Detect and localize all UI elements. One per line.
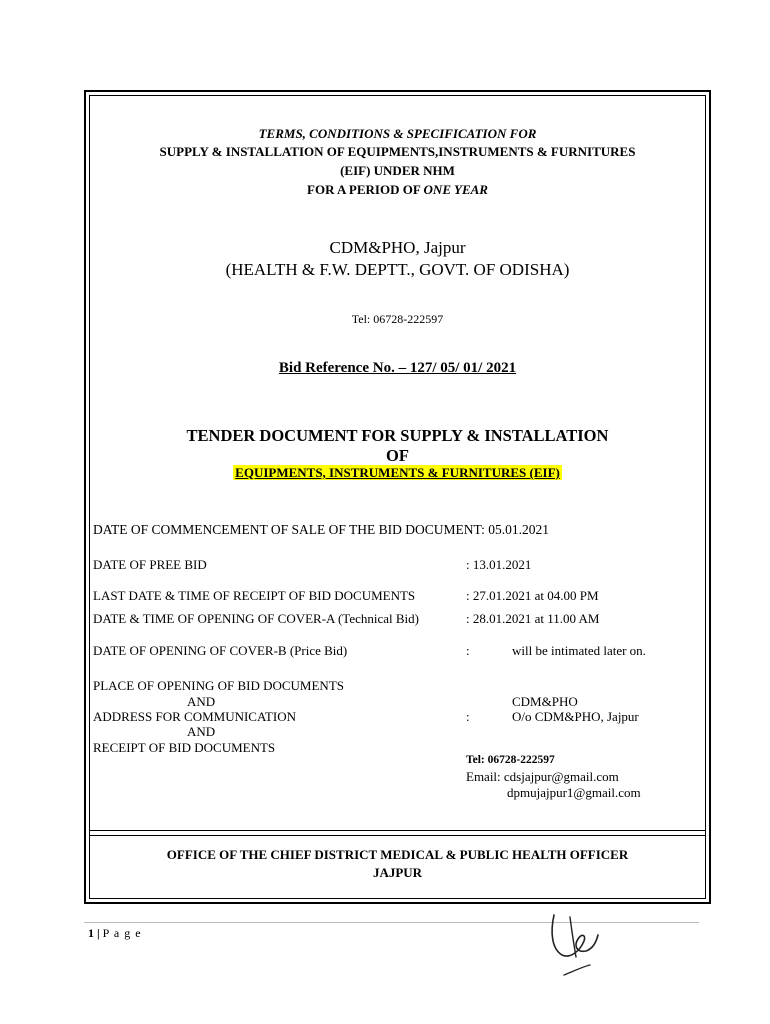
footer-line-1: OFFICE OF THE CHIEF DISTRICT MEDICAL & PUBLIC HEALTH OFFICER	[166, 847, 629, 862]
tender-line-2: OF	[386, 446, 409, 465]
prebid-label: DATE OF PREE BID	[93, 557, 207, 572]
office-name: CDM&PHO, Jajpur	[329, 238, 466, 257]
receipt-value: : 27.01.2021 at 04.00 PM	[466, 588, 599, 603]
footer-divider-1	[89, 830, 706, 831]
commencement-date: DATE OF COMMENCEMENT OF SALE OF THE BID DOCUMENT: 05.01.2021	[93, 522, 549, 537]
page-separator: |	[94, 926, 103, 940]
opening-a-value: : 28.01.2021 at 11.00 AM	[466, 611, 600, 626]
office-dept: (HEALTH & F.W. DEPTT., GOVT. OF ODISHA)	[225, 260, 570, 279]
header-line-4	[89, 180, 706, 199]
place-line-3: ADDRESS FOR COMMUNICATION	[93, 709, 296, 724]
header-line-4-prefix: FOR A PERIOD OF	[307, 182, 424, 197]
contact-tel: Tel: 06728-222597	[466, 754, 555, 766]
header-line-4-italic: ONE YEAR	[423, 182, 488, 197]
opening-b-label: DATE OF OPENING OF COVER-B (Price Bid)	[93, 643, 348, 658]
tender-line-1: TENDER DOCUMENT FOR SUPPLY & INSTALLATION	[186, 426, 609, 445]
prebid-value: : 13.01.2021	[466, 557, 532, 572]
header-line-2: SUPPLY & INSTALLATION OF EQUIPMENTS,INSTRUMENTS & FURNITURES	[159, 144, 636, 159]
place-value-1: CDM&PHO	[512, 694, 578, 709]
place-value-2: O/o CDM&PHO, Jajpur	[512, 709, 639, 724]
header-line-3: (EIF) UNDER NHM	[340, 163, 455, 178]
footer-line-2: JAJPUR	[372, 865, 423, 880]
place-line-4: AND	[187, 724, 216, 739]
tender-line-3-wrap	[89, 464, 706, 482]
page-label: P a g e	[102, 926, 142, 940]
page-indicator	[88, 926, 142, 941]
opening-b-colon: :	[466, 643, 470, 658]
opening-a-label: DATE & TIME OF OPENING OF COVER-A (Technical Bid)	[93, 611, 419, 626]
footer-divider-2	[89, 835, 706, 836]
place-line-5: RECEIPT OF BID DOCUMENTS	[93, 740, 276, 755]
receipt-label: LAST DATE & TIME OF RECEIPT OF BID DOCUMENTS	[93, 588, 416, 603]
contact-email-1: Email: cdsjajpur@gmail.com	[466, 769, 619, 784]
place-colon: :	[466, 709, 470, 724]
header-line-1: TERMS, CONDITIONS & SPECIFICATION FOR	[258, 126, 537, 141]
office-tel: Tel: 06728-222597	[351, 312, 444, 326]
signature-image	[540, 905, 620, 987]
tender-line-3: EQUIPMENTS, INSTRUMENTS & FURNITURES (EIF)	[235, 465, 560, 480]
contact-email-2: dpmujajpur1@gmail.com	[507, 785, 641, 800]
opening-b-value: will be intimated later on.	[512, 643, 646, 658]
bid-reference: Bid Reference No. – 127/ 05/ 01/ 2021	[278, 360, 517, 376]
page-number: 1	[88, 926, 94, 940]
place-line-2: AND	[187, 694, 216, 709]
place-line-1: PLACE OF OPENING OF BID DOCUMENTS	[93, 678, 344, 693]
